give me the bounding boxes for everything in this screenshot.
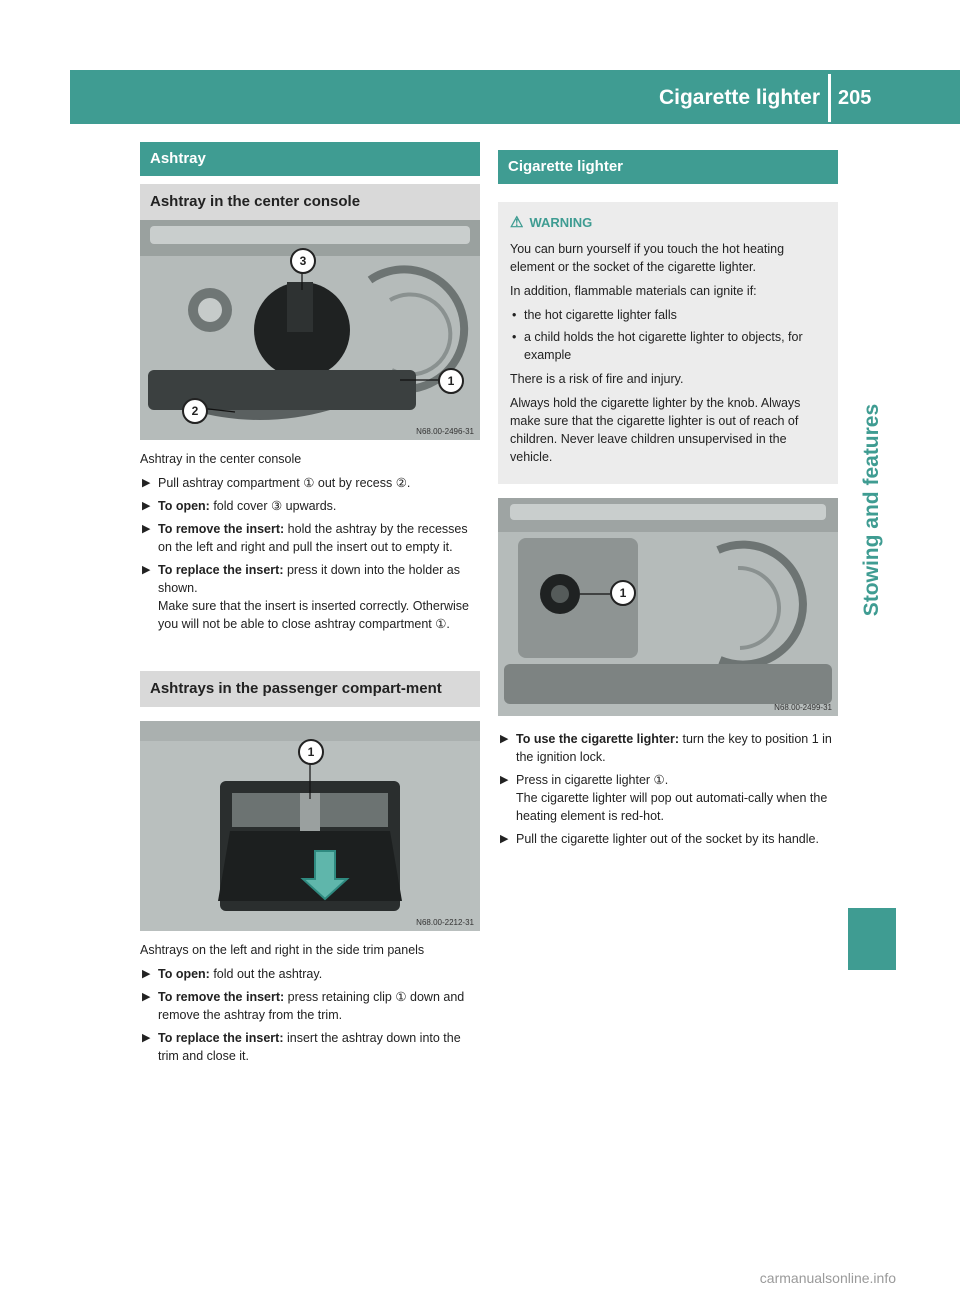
bullet-text: a child holds the hot cigarette lighter to objects, for example [524, 330, 803, 362]
step-text: fold out the ashtray. [209, 967, 323, 981]
callout-1: 1 [298, 739, 324, 765]
instruction-step [498, 771, 838, 825]
warning-bullet [510, 328, 826, 364]
step-text: press retaining clip ① down and remove the ashtray from the trim. [158, 990, 465, 1022]
callout-2: 2 [182, 398, 208, 424]
instruction-step [140, 520, 480, 556]
figure-passenger-ashtray [140, 721, 480, 931]
bullet-dot-icon: • [512, 330, 517, 344]
right-column [498, 150, 838, 853]
instruction-step [140, 1029, 480, 1065]
warning-title-text: WARNING [529, 215, 593, 230]
left-column [140, 142, 480, 1070]
arrow-bullet-icon: ▶ [142, 477, 151, 489]
arrow-bullet-icon: ▶ [142, 500, 151, 512]
warning-paragraph: Always hold the cigarette lighter by the knob. Always make sure that the cigarette lighter is out of reach of children. Never leave children unsupervised in the vehicle. [510, 396, 801, 464]
header-separator [828, 74, 831, 122]
instruction-step [498, 730, 838, 766]
arrow-bullet-icon: ▶ [500, 733, 509, 745]
instruction-step [140, 988, 480, 1024]
figure-caption: Ashtray in the center console [140, 452, 302, 466]
chapter-side-tab [848, 330, 896, 690]
arrow-bullet-icon: ▶ [500, 833, 509, 845]
instruction-step [140, 497, 480, 515]
step-text: fold cover ③ upwards. [209, 499, 337, 513]
footer-watermark: carmanualsonline.info [759, 1270, 896, 1286]
warning-bullet [510, 306, 826, 324]
figure-cigarette-lighter [498, 498, 838, 716]
instruction-step [140, 474, 480, 492]
figure-reference: N68.00-2499-31 [774, 703, 832, 712]
cigarette-lighter-illustration [498, 498, 838, 716]
chapter-marker-block [848, 908, 896, 970]
step-text: Press in cigarette lighter ①. [516, 773, 669, 787]
step-text: Pull ashtray compartment ① out by recess ②. [158, 476, 411, 490]
figure-reference: N68.00-2496-31 [416, 427, 474, 436]
step-label: To replace the insert: [158, 1031, 284, 1045]
callout-3: 3 [290, 248, 316, 274]
step-note: Make sure that the insert is inserted correctly. Otherwise you will not be able to close ashtray compartment ①. [158, 599, 469, 631]
step-label: To remove the insert: [158, 522, 285, 536]
subsection-title-passenger-compartment: Ashtrays in the passenger compart-ment [140, 671, 480, 707]
step-text: turn the key to position 1 in the ignition lock. [516, 732, 832, 764]
arrow-bullet-icon: ▶ [142, 991, 151, 1003]
page-number: 205 [838, 87, 872, 109]
warning-paragraph: In addition, flammable materials can ignite if: [510, 284, 757, 298]
bullet-dot-icon: • [512, 308, 517, 322]
instruction-step [140, 561, 480, 633]
figure-reference: N68.00-2212-31 [416, 918, 474, 927]
subsection-title-center-console: Ashtray in the center console [140, 184, 480, 220]
callout-1: 1 [438, 368, 464, 394]
arrow-bullet-icon: ▶ [142, 1032, 151, 1044]
arrow-bullet-icon: ▶ [142, 968, 151, 980]
arrow-bullet-icon: ▶ [142, 564, 151, 576]
running-header-title: Cigarette lighter [658, 86, 820, 109]
step-text: press it down into the holder as shown. [158, 563, 460, 595]
arrow-bullet-icon: ▶ [142, 523, 151, 535]
arrow-bullet-icon: ▶ [500, 774, 509, 786]
figure-center-console-ashtray [140, 220, 480, 440]
step-label: To use the cigarette lighter: [516, 732, 679, 746]
warning-box [498, 202, 838, 484]
warning-triangle-icon: ⚠ [510, 214, 524, 231]
step-label: To remove the insert: [158, 990, 285, 1004]
instruction-step [498, 830, 838, 848]
warning-title [510, 212, 826, 234]
header-bar [70, 70, 960, 124]
section-title-cigarette-lighter: Cigarette lighter [498, 150, 838, 184]
figure-caption: Ashtrays on the left and right in the side trim panels [140, 943, 425, 957]
bullet-text: the hot cigarette lighter falls [524, 308, 677, 322]
step-text: hold the ashtray by the recesses on the left and right and pull the insert out to empty it. [158, 522, 468, 554]
warning-paragraph: You can burn yourself if you touch the hot heating element or the socket of the cigarette lighter. [510, 242, 785, 274]
chapter-side-tab-label: Stowing and features [860, 403, 883, 617]
step-label: To open: [158, 967, 210, 981]
warning-paragraph: There is a risk of fire and injury. [510, 372, 684, 386]
section-title-ashtray: Ashtray [140, 142, 480, 176]
step-label: To open: [158, 499, 210, 513]
step-note: The cigarette lighter will pop out automati-cally when the heating element is red-hot. [516, 791, 828, 823]
instruction-step [140, 965, 480, 983]
callout-1: 1 [610, 580, 636, 606]
step-text: Pull the cigarette lighter out of the socket by its handle. [516, 832, 819, 846]
step-label: To replace the insert: [158, 563, 284, 577]
step-text: insert the ashtray down into the trim and close it. [158, 1031, 461, 1063]
